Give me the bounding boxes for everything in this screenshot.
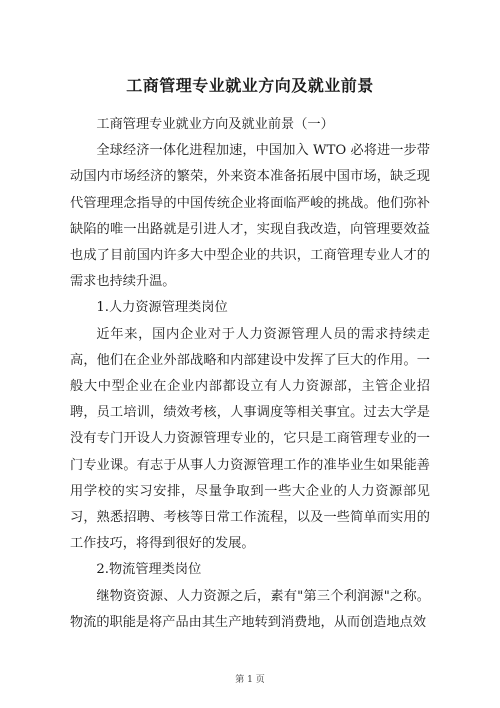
- subsection-heading: 1.人力资源管理类岗位: [96, 300, 228, 316]
- paragraph: 全球经济一体化进程加速，中国加入 WTO 必将进一步带动国内市场经济的繁荣，外来资本准备拓展中国市场，缺乏现代管理理念指导的中国传统企业将面临严峻的挑战。他们弥补缺陷的唯一出路就是引进人才，实现自我改造，向管理要效益也成了目前国内许多大中型企业的共识，工商管理专业人才的需求也持续升温。: [70, 143, 430, 290]
- paragraph: 近年来，国内企业对于人力资源管理人员的需求持续走高，他们在企业外部战略和内部建设中发挥了巨大的作用。一般大中型企业在企业内部都设立有人力资源部，主管企业招聘，员工培训，绩效考核，人事调度等相关事宜。过去大学是没有专门开设人力资源管理专业的，它只是工商管理专业的一门专业课。有志于从事人力资源管理工作的准毕业生如果能善用学校的实习安排，尽量争取到一些大企业的人力资源部见习，熟悉招聘、考核等日常工作流程，以及一些简单而实用的工作技巧，将得到很好的发展。: [70, 326, 430, 552]
- subsection-heading: 2.物流管理类岗位: [96, 562, 202, 578]
- document-title: 工商管理专业就业方向及就业前景: [126, 76, 374, 95]
- section-heading: 工商管理专业就业方向及就业前景（一）: [96, 117, 334, 132]
- page-number: 第 1 页: [235, 675, 265, 685]
- paragraph: 继物资资源、人力资源之后，素有"第三个利润源"之称。物流的职能是将产品由其生产地转到消费地，从而创造地点效: [70, 588, 430, 630]
- document-body: [70, 112, 430, 636]
